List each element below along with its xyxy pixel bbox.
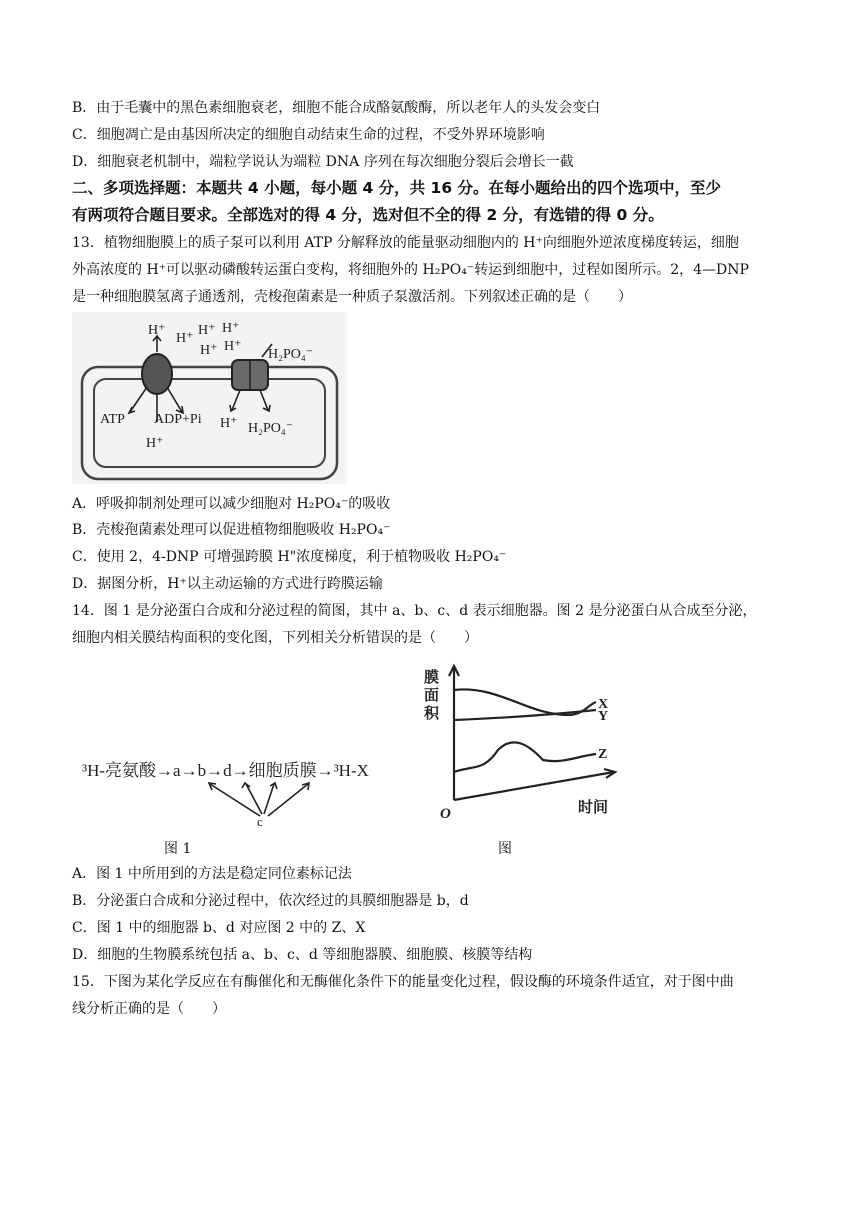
h-ion-label: H⁺	[198, 323, 216, 338]
h-ion-label: H⁺	[176, 331, 194, 346]
secretion-flow-diagram	[82, 750, 412, 830]
q14-option-d: D．细胞的生物膜系统包括 a、b、c、d 等细胞器膜、细胞膜、核膜等结构	[72, 947, 533, 963]
q15-stem-line1: 15．下图为某化学反应在有酶催化和无酶催化条件下的能量变化过程，假设酶的环境条件适宜，对于图中曲	[72, 974, 734, 990]
adp-pi-label: ADP+Pi	[154, 412, 202, 427]
h-ion-label: H⁺	[224, 339, 242, 354]
option-b-prev: B．由于毛囊中的黑色素细胞衰老，细胞不能合成酪氨酸酶，所以老年人的头发会变白	[72, 100, 601, 116]
q14-option-b: B．分泌蛋白合成和分泌过程中，依次经过的具膜细胞器是 b，d	[72, 893, 469, 909]
h-ion-label: H⁺	[222, 321, 240, 336]
curve-z-label: Z	[598, 747, 608, 762]
fig2-caption: 图	[498, 841, 512, 857]
q13-option-d: D．据图分析，H⁺以主动运输的方式进行跨膜运输	[72, 576, 383, 592]
membrane-area-chart	[418, 660, 638, 835]
q14-stem-line2: 细胞内相关膜结构面积的变化图，下列相关分析错误的是（ ）	[72, 630, 478, 646]
q14-stem-line1: 14．图 1 是分泌蛋白合成和分泌过程的简图，其中 a、b、c、d 表示细胞器。图 2 是分泌蛋白从合成至分泌，	[72, 603, 757, 619]
q15-stem-line2: 线分析正确的是（ ）	[72, 1001, 226, 1017]
atp-label: ATP	[100, 412, 125, 427]
q13-stem-line2: 外高浓度的 H⁺可以驱动磷酸转运蛋白变构，将细胞外的 H₂PO₄⁻转运到细胞中，过程如图所示。2，4—DNP	[72, 262, 749, 278]
h2po4-label-outside: H₂PO₄⁻	[268, 347, 314, 362]
option-c-prev: C．细胞凋亡是由基因所决定的细胞自动结束生命的过程，不受外界环境影响	[72, 127, 545, 143]
flow-text: ³H-亮氨酸→a→b→d→细胞质膜→³H-X	[82, 761, 369, 780]
q14-option-c: C．图 1 中的细胞器 b、d 对应图 2 中的 Z、X	[72, 920, 366, 936]
h2po4-label-inside: H₂PO₄⁻	[248, 421, 294, 436]
y-axis-label-3: 积	[424, 706, 440, 722]
curve-z	[454, 742, 596, 772]
option-d-prev: D．细胞衰老机制中，端粒学说认为端粒 DNA 序列在每次细胞分裂后会增长一截	[72, 154, 574, 170]
fig1-caption: 图 1	[164, 841, 192, 857]
x-axis-label: 时间	[578, 800, 609, 816]
q13-option-a: A．呼吸抑制剂处理可以减少细胞对 H₂PO₄⁻的吸收	[72, 496, 391, 512]
q13-stem-line3: 是一种细胞膜氢离子通透剂，壳梭孢菌素是一种质子泵激活剂。下列叙述正确的是（ ）	[72, 289, 632, 305]
y-axis-label-2: 面	[424, 688, 440, 704]
section-heading-line2: 有两项符合题目要求。全部选对的得 4 分，选对但不全的得 2 分，有选错的得 0 分。	[72, 206, 664, 224]
h-ion-label: H⁺	[148, 323, 166, 338]
curve-x-label: X	[598, 697, 609, 712]
proton-pump-diagram	[72, 312, 347, 484]
h-ion-label: H⁺	[200, 343, 218, 358]
q13-stem-line1: 13．植物细胞膜上的质子泵可以利用 ATP 分解释放的能量驱动细胞内的 H⁺向细胞外逆浓度梯度转运，细胞	[72, 235, 739, 251]
h-ion-label: H⁺	[146, 436, 164, 451]
organelle-c-label: c	[257, 814, 263, 829]
y-axis-label-1: 膜	[424, 670, 440, 686]
h-ion-label: H⁺	[220, 416, 238, 431]
curve-y-label: Y	[598, 709, 609, 724]
q14-option-a: A．图 1 中所用到的方法是稳定同位素标记法	[72, 866, 352, 882]
q13-option-c: C．使用 2，4-DNP 可增强跨膜 H"浓度梯度，利于植物吸收 H₂PO₄⁻	[72, 549, 507, 565]
origin-label: O	[440, 806, 451, 822]
section-heading-line1: 二、多项选择题：本题共 4 小题，每小题 4 分，共 16 分。在每小题给出的四个选项中，至少	[72, 179, 722, 197]
q13-option-b: B．壳梭孢菌素处理可以促进植物细胞吸收 H₂PO₄⁻	[72, 522, 391, 538]
